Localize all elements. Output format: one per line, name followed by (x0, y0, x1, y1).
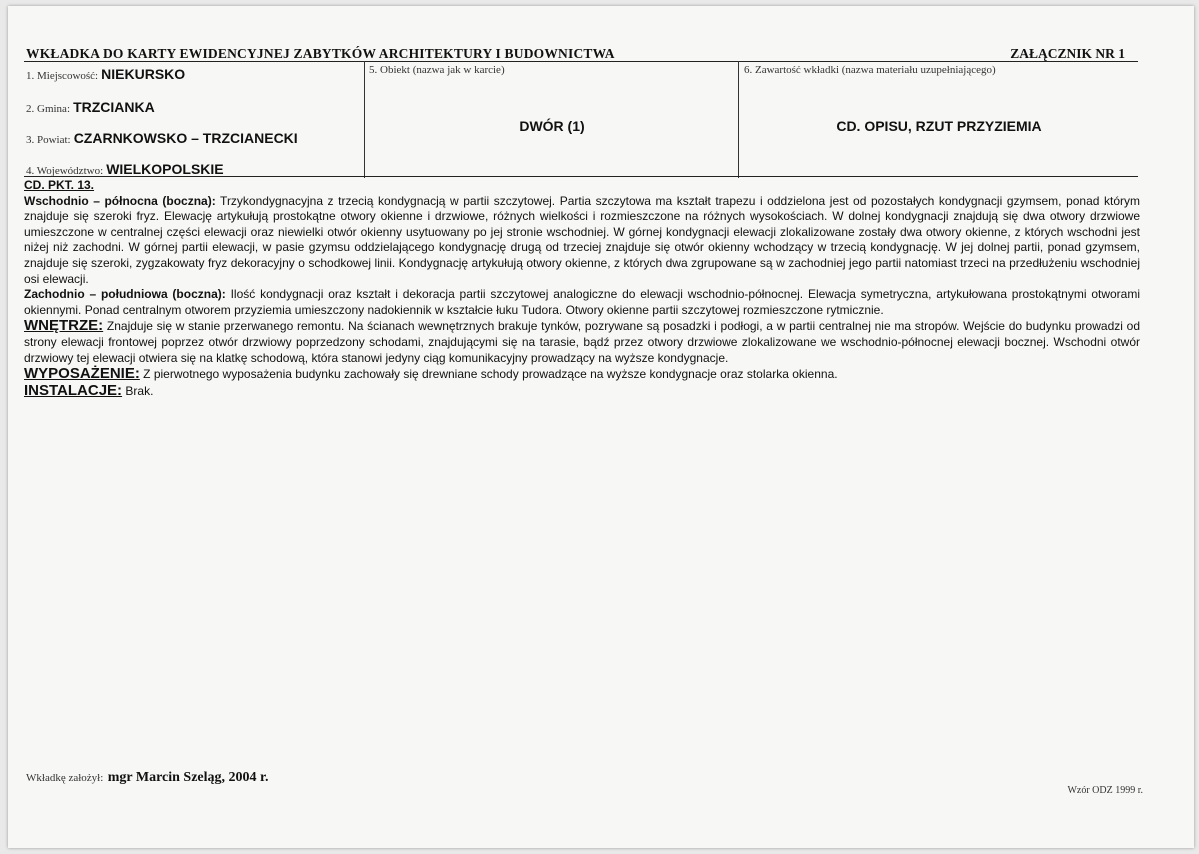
paragraph-heading: Zachodnio – południowa (boczna): (24, 287, 226, 302)
section-continuation-heading: CD. PKT. 13. (24, 178, 95, 192)
field-obiekt-value: DWÓR (1) (519, 118, 585, 134)
paragraph-furnishings (24, 366, 1140, 383)
field-label: 2. Gmina: (26, 103, 70, 115)
paragraph-text: Znajduje się w stanie przerwanego remontu. Na ścianach wewnętrznych brakuje tynków, pozrywane są posadzki i podłogi, a w partii centralnej nie ma stropów. Wejście do budynku prowadzi od strony elewacji frontowej poprzez otwór drzwiowy poprzedzony schodami, znajdującymi się na tarasie, bądź przez otwory drzwiowe zlokalizowane we wschodnio-północnej elewacji bocznej. Wschodni otwór drzwiowy tej elewacji otwiera się na klatkę schodową, która stanowi jedyny ciąg komunikacyjny prowadzący na wyższe kondygnacje. (24, 319, 1140, 365)
field-zawartosc-value: CD. OPISU, RZUT PRZYZIEMIA (836, 118, 1042, 134)
field-powiat (26, 130, 298, 146)
paragraph-text: Z pierwotnego wyposażenia budynku zachowały się drewniane schody prowadzące na wyższe kondygnacje oraz stolarka okienna. (139, 367, 838, 382)
field-value: TRZCIANKA (73, 99, 155, 115)
field-miejscowosc (26, 66, 185, 82)
field-value: NIEKURSKO (101, 66, 186, 82)
field-wojewodztwo (26, 161, 224, 177)
field-label: 1. Miejscowość: (26, 70, 99, 82)
field-zawartosc-label: 6. Zawartość wkładki (nazwa materiału uzupełniającego) (744, 64, 996, 76)
form-template-note: Wzór ODZ 1999 r. (1067, 785, 1143, 796)
field-obiekt-label: 5. Obiekt (nazwa jak w karcie) (369, 64, 505, 76)
field-value: CZARNKOWSKO – TRZCIANECKI (73, 130, 298, 146)
paragraph-text: Brak. (122, 383, 154, 398)
column-divider (364, 61, 365, 178)
column-divider (738, 61, 739, 178)
field-label: 4. Województwo: (26, 165, 104, 177)
paragraph-west-south (24, 287, 1140, 318)
paragraph-east-north (24, 194, 1140, 288)
field-gmina (26, 99, 155, 115)
document-title: WKŁADKA DO KARTY EWIDENCYJNEJ ZABYTKÓW ARCHITEKTURY I BUDOWNICTWA (26, 46, 615, 61)
paragraph-heading: Wschodnio – północna (boczna): (24, 193, 216, 208)
author-line (26, 768, 268, 786)
description-body (24, 178, 1140, 399)
paragraph-text: Trzykondygnacyjna z trzecią kondygnacją w partii szczytowej. Partia szczytowa ma kształt trapezu i oddzielona jest od pozostałych kondygnacji gzymsem, ponad którym znajduje się szeroki fryz. Elewację artykułują prostokątne otwory okienne i drzwiowe, różnych wielkości i rozmieszczone na różnych wysokościach. W dolnej kondygnacji znajdują się dwa otwory drzwiowe umieszczone w centralnej części elewacji oraz niewielki otwór okienny usytuowany po jej stronie wschodniej. W górnej kondygnacji elewacji zlokalizowane zostały dwa otwory okienne, z których wschodni jest niżej niż zachodni. W górnej partii elewacji, w pasie gzymsu oddzielającego kondygnację drugą od trzeciej znajduje się otwór okienny wchodzący w trzecią kondygnację. W jej dolnej partii, ponad gzymsem, znajduje się szeroki, zygzakowaty fryz dekoracyjny o schodkowej linii. Kondygnację artykułują otwory okienne, z których dwa zgrupowane są w zachodniej jego partii natomiast trzeci na przedłużeniu wschodniej osi elewacji. (24, 193, 1141, 286)
section-heading: INSTALACJE: (24, 381, 123, 399)
section-heading: WNĘTRZE: (24, 317, 104, 335)
paragraph-text: Ilość kondygnacji oraz kształt i dekoracja partii szczytowej analogiczne do elewacji wschodnio-północnej. Elewacja symetryczna, artykułowana prostokątnymi otworami okiennymi. Ponad centralnym otworem przyziemia umieszczony nadokiennik w kształcie łuku Tudora. Otwory okienne partii szczytowej rozmieszczone rytmicznie. (24, 287, 1140, 317)
paragraph-interior (24, 318, 1140, 366)
annex-label: ZAŁĄCZNIK NR 1 (1010, 46, 1125, 61)
field-value: WIELKOPOLSKIE (106, 161, 224, 177)
header-rule (24, 61, 1138, 62)
author-value: mgr Marcin Szeląg, 2004 r. (107, 770, 269, 785)
field-label: 3. Powiat: (26, 134, 71, 146)
author-label: Wkładkę założył: (26, 772, 104, 784)
paragraph-installations (24, 383, 1140, 400)
section-heading: WYPOSAŻENIE: (24, 365, 140, 383)
